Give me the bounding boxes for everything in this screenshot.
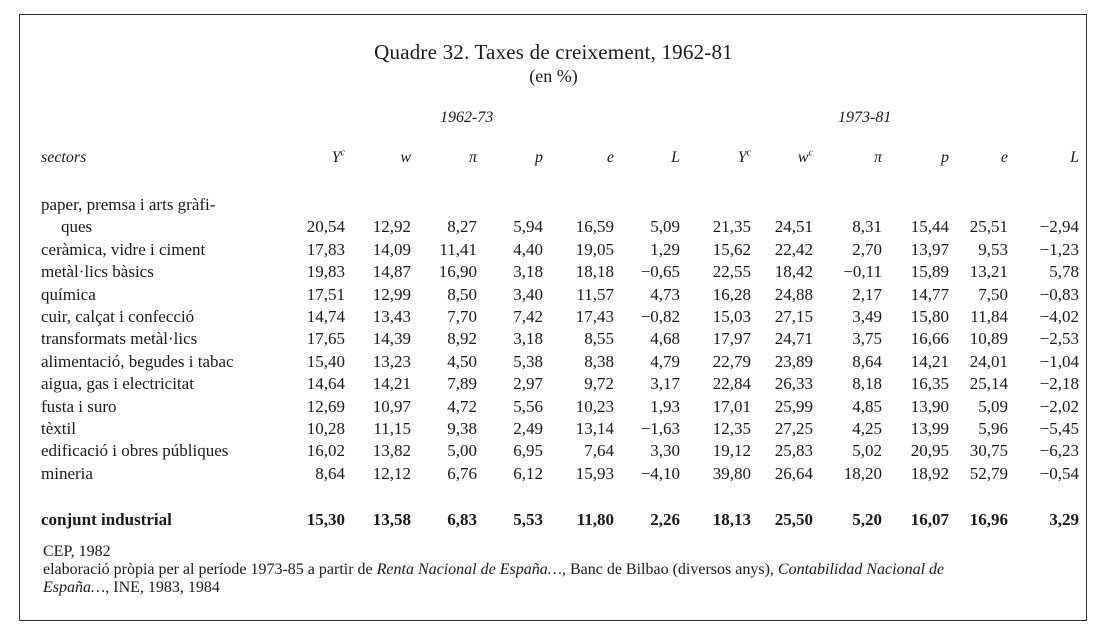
- header-sectors: sectors: [41, 149, 87, 166]
- value-cell: 12,12: [372, 463, 411, 483]
- value-cell: 15,80: [910, 307, 949, 327]
- value-cell: −0,54: [1039, 463, 1079, 483]
- sector-name: cuir, calçat i confecció: [41, 307, 195, 327]
- table-row: [41, 306, 1079, 328]
- value-cell: 17,43: [575, 307, 614, 327]
- value-cell: 20,95: [910, 441, 949, 461]
- table-row: [41, 216, 1079, 238]
- value-cell: 16,35: [910, 374, 949, 394]
- value-cell: −2,18: [1039, 374, 1079, 394]
- value-cell: 25,50: [774, 510, 813, 530]
- value-cell: 8,38: [584, 351, 614, 371]
- value-cell: 11,84: [970, 307, 1008, 327]
- table-row: [41, 284, 1079, 306]
- value-cell: 11,80: [576, 510, 614, 530]
- value-cell: 8,55: [584, 329, 614, 349]
- value-cell: 4,50: [447, 351, 477, 371]
- sector-name: fusta i suro: [41, 396, 117, 416]
- sector-name: aigua, gas i electricitat: [41, 374, 194, 394]
- table-row: [41, 351, 1079, 373]
- value-cell: 15,62: [712, 239, 751, 259]
- value-cell: −5,45: [1039, 419, 1079, 439]
- header-col: $w^c$: [797, 147, 813, 166]
- value-cell: [751, 194, 813, 216]
- header-col: $Y^c$: [331, 147, 345, 166]
- value-cell: 22,42: [774, 239, 813, 259]
- value-cell: 8,18: [852, 374, 882, 394]
- value-cell: 15,40: [306, 351, 345, 371]
- value-cell: 23,89: [774, 351, 813, 371]
- value-cell: 15,93: [575, 463, 614, 483]
- value-cell: 16,66: [910, 329, 949, 349]
- value-cell: 24,71: [774, 329, 813, 349]
- value-cell: 4,73: [650, 284, 680, 304]
- value-cell: 2,49: [513, 419, 543, 439]
- value-cell: 10,28: [306, 419, 345, 439]
- value-cell: 4,85: [852, 396, 882, 416]
- header-col: p: [535, 149, 543, 166]
- growth-rates-table: [41, 142, 1079, 532]
- header-col: L: [1070, 149, 1079, 166]
- value-cell: 5,38: [513, 351, 543, 371]
- value-cell: 17,83: [306, 239, 345, 259]
- value-cell: 11,15: [373, 419, 411, 439]
- value-cell: 14,74: [306, 307, 345, 327]
- value-cell: 13,82: [372, 441, 411, 461]
- value-cell: 1,29: [650, 239, 680, 259]
- value-cell: 4,79: [650, 351, 680, 371]
- value-cell: 15,44: [910, 217, 949, 237]
- value-cell: 5,09: [650, 217, 680, 237]
- value-cell: 13,43: [372, 307, 411, 327]
- table-row: [41, 261, 1079, 283]
- value-cell: 5,56: [513, 396, 543, 416]
- value-cell: [949, 194, 1008, 216]
- value-cell: 15,30: [306, 510, 345, 530]
- header-col: $Y^c$: [737, 147, 751, 166]
- value-cell: 14,21: [372, 374, 411, 394]
- sector-name: mineria: [41, 463, 93, 483]
- value-cell: 3,75: [852, 329, 882, 349]
- value-cell: 10,23: [575, 396, 614, 416]
- value-cell: 19,05: [575, 239, 614, 259]
- sector-name: ceràmica, vidre i ciment: [41, 239, 206, 259]
- value-cell: 8,92: [447, 329, 477, 349]
- sector-name: transformats metàl·lics: [41, 329, 198, 349]
- value-cell: 10,97: [372, 396, 411, 416]
- value-cell: 18,13: [712, 510, 751, 530]
- value-cell: 6,83: [447, 510, 477, 530]
- value-cell: 4,68: [650, 329, 680, 349]
- value-cell: 18,42: [774, 262, 813, 282]
- value-cell: 8,64: [315, 463, 345, 483]
- sector-name: tèxtil: [41, 419, 76, 439]
- value-cell: 8,50: [447, 284, 477, 304]
- value-cell: [411, 194, 477, 216]
- value-cell: 13,97: [910, 239, 949, 259]
- note-elaboration-cont: España…, INE, 1983, 1984: [43, 579, 220, 596]
- value-cell: −4,10: [640, 463, 680, 483]
- value-cell: 24,51: [774, 217, 813, 237]
- value-cell: −1,63: [640, 419, 680, 439]
- value-cell: 15,89: [910, 262, 949, 282]
- table-title: Quadre 32. Taxes de creixement, 1962-81: [374, 40, 733, 64]
- value-cell: 16,59: [575, 217, 614, 237]
- value-cell: 5,02: [852, 441, 882, 461]
- value-cell: 13,21: [969, 262, 1008, 282]
- value-cell: −1,04: [1039, 351, 1079, 371]
- value-cell: 16,96: [969, 510, 1008, 530]
- value-cell: 25,14: [969, 374, 1008, 394]
- sector-name: ques: [61, 217, 93, 237]
- value-cell: [477, 194, 543, 216]
- table-row: [41, 373, 1079, 395]
- table-notes: [43, 543, 1073, 597]
- value-cell: 7,64: [584, 441, 614, 461]
- value-cell: 3,18: [513, 262, 543, 282]
- value-cell: [680, 194, 751, 216]
- header-col: L: [671, 149, 680, 166]
- value-cell: 9,38: [447, 419, 477, 439]
- value-cell: [882, 194, 949, 216]
- value-cell: 22,55: [712, 262, 751, 282]
- value-cell: 19,83: [306, 262, 345, 282]
- value-cell: 4,40: [513, 239, 543, 259]
- value-cell: 3,40: [513, 284, 543, 304]
- value-cell: 7,42: [513, 307, 543, 327]
- value-cell: 18,18: [575, 262, 614, 282]
- value-cell: 5,00: [447, 441, 477, 461]
- value-cell: 4,72: [447, 396, 477, 416]
- value-cell: 16,07: [910, 510, 949, 530]
- value-cell: 5,78: [1049, 262, 1079, 282]
- value-cell: 25,99: [774, 396, 813, 416]
- value-cell: −0,65: [640, 262, 680, 282]
- table-row: [41, 194, 1079, 216]
- value-cell: [543, 194, 614, 216]
- period-label-1973-81: 1973-81: [838, 109, 892, 126]
- sector-name: metàl·lics bàsics: [41, 262, 154, 282]
- header-row: [41, 142, 1079, 174]
- value-cell: 2,97: [513, 374, 543, 394]
- value-cell: 8,64: [852, 351, 882, 371]
- header-col: e: [1000, 149, 1008, 166]
- value-cell: 3,29: [1049, 510, 1079, 530]
- value-cell: 11,41: [439, 239, 477, 259]
- table-row: [41, 396, 1079, 418]
- value-cell: 52,79: [969, 463, 1008, 483]
- value-cell: 12,35: [712, 419, 751, 439]
- value-cell: 26,33: [774, 374, 813, 394]
- value-cell: 9,53: [978, 239, 1008, 259]
- value-cell: 24,01: [969, 351, 1008, 371]
- table-row: [41, 440, 1079, 462]
- value-cell: 19,12: [712, 441, 751, 461]
- value-cell: 22,84: [712, 374, 751, 394]
- value-cell: 7,89: [447, 374, 477, 394]
- value-cell: [275, 194, 345, 216]
- value-cell: 5,53: [513, 510, 543, 530]
- sector-name: alimentació, begudes i tabac: [41, 351, 234, 371]
- sector-name: edificació i obres públiques: [41, 441, 229, 461]
- value-cell: 17,97: [712, 329, 751, 349]
- value-cell: 2,26: [650, 510, 680, 530]
- table-row: [41, 418, 1079, 440]
- value-cell: −0,11: [843, 262, 882, 282]
- value-cell: 2,70: [852, 239, 882, 259]
- table-row: [41, 239, 1079, 261]
- value-cell: 14,39: [372, 329, 411, 349]
- value-cell: [1008, 194, 1079, 216]
- sector-name: química: [41, 284, 96, 304]
- value-cell: 7,50: [978, 284, 1008, 304]
- value-cell: 25,83: [774, 441, 813, 461]
- value-cell: 7,70: [447, 307, 477, 327]
- value-cell: 12,92: [372, 217, 411, 237]
- value-cell: −1,23: [1039, 239, 1079, 259]
- value-cell: 12,99: [372, 284, 411, 304]
- value-cell: 1,93: [650, 396, 680, 416]
- value-cell: 3,49: [852, 307, 882, 327]
- value-cell: 9,72: [584, 374, 614, 394]
- value-cell: [345, 194, 411, 216]
- value-cell: 14,77: [910, 284, 949, 304]
- value-cell: 22,79: [712, 351, 751, 371]
- value-cell: 3,30: [650, 441, 680, 461]
- header-col: e: [606, 149, 614, 166]
- value-cell: 14,09: [372, 239, 411, 259]
- value-cell: 5,96: [978, 419, 1008, 439]
- value-cell: 16,02: [306, 441, 345, 461]
- table-row: [41, 328, 1079, 350]
- header-col: π: [873, 149, 882, 166]
- value-cell: −6,23: [1039, 441, 1079, 461]
- total-row: [41, 508, 1079, 532]
- value-cell: 17,65: [306, 329, 345, 349]
- note-elaboration: elaboració pròpia per al període 1973-85 a partir de Renta Nacional de España…, Banc de Bilbao (diversos anys), Contabilidad Nacional de: [43, 561, 945, 578]
- sector-name: paper, premsa i arts gràfi-: [41, 195, 216, 214]
- value-cell: 13,23: [372, 351, 411, 371]
- value-cell: 3,18: [513, 329, 543, 349]
- value-cell: 30,75: [969, 441, 1008, 461]
- value-cell: 13,90: [910, 396, 949, 416]
- sector-name: conjunt industrial: [41, 510, 172, 530]
- value-cell: 18,92: [910, 463, 949, 483]
- value-cell: 14,87: [372, 262, 411, 282]
- value-cell: 8,27: [447, 217, 477, 237]
- value-cell: 21,35: [712, 217, 751, 237]
- value-cell: 27,15: [774, 307, 813, 327]
- value-cell: −2,53: [1039, 329, 1079, 349]
- value-cell: 11,57: [576, 284, 614, 304]
- value-cell: 17,51: [306, 284, 345, 304]
- value-cell: 2,17: [852, 284, 882, 304]
- value-cell: 27,25: [774, 419, 813, 439]
- value-cell: 5,20: [852, 510, 882, 530]
- value-cell: 16,28: [712, 284, 751, 304]
- value-cell: 14,21: [910, 351, 949, 371]
- value-cell: −2,94: [1039, 217, 1079, 237]
- value-cell: 14,64: [306, 374, 345, 394]
- table-row: [41, 463, 1079, 485]
- header-col: p: [941, 149, 949, 166]
- value-cell: −2,02: [1039, 396, 1079, 416]
- value-cell: 25,51: [969, 217, 1008, 237]
- value-cell: 16,90: [438, 262, 477, 282]
- value-cell: 39,80: [712, 463, 751, 483]
- note-source: CEP, 1982: [43, 543, 111, 560]
- value-cell: 15,03: [712, 307, 751, 327]
- value-cell: 10,89: [969, 329, 1008, 349]
- value-cell: 12,69: [306, 396, 345, 416]
- header-col: w: [400, 149, 411, 166]
- value-cell: 20,54: [306, 217, 345, 237]
- value-cell: 5,09: [978, 396, 1008, 416]
- period-label-1962-73: 1962-73: [440, 109, 494, 126]
- value-cell: 6,76: [447, 463, 477, 483]
- value-cell: 18,20: [843, 463, 882, 483]
- table-subtitle: (en %): [529, 66, 578, 86]
- value-cell: 26,64: [774, 463, 813, 483]
- value-cell: 24,88: [774, 284, 813, 304]
- value-cell: 13,14: [575, 419, 614, 439]
- value-cell: −4,02: [1039, 307, 1079, 327]
- value-cell: 5,94: [513, 217, 543, 237]
- value-cell: 8,31: [852, 217, 882, 237]
- value-cell: 6,12: [513, 463, 543, 483]
- value-cell: 17,01: [712, 396, 751, 416]
- value-cell: 13,99: [910, 419, 949, 439]
- value-cell: 4,25: [852, 419, 882, 439]
- value-cell: [813, 194, 882, 216]
- value-cell: 6,95: [513, 441, 543, 461]
- header-col: π: [468, 149, 477, 166]
- value-cell: 3,17: [650, 374, 680, 394]
- value-cell: −0,82: [640, 307, 680, 327]
- value-cell: 13,58: [372, 510, 411, 530]
- value-cell: [614, 194, 680, 216]
- value-cell: −0,83: [1039, 284, 1079, 304]
